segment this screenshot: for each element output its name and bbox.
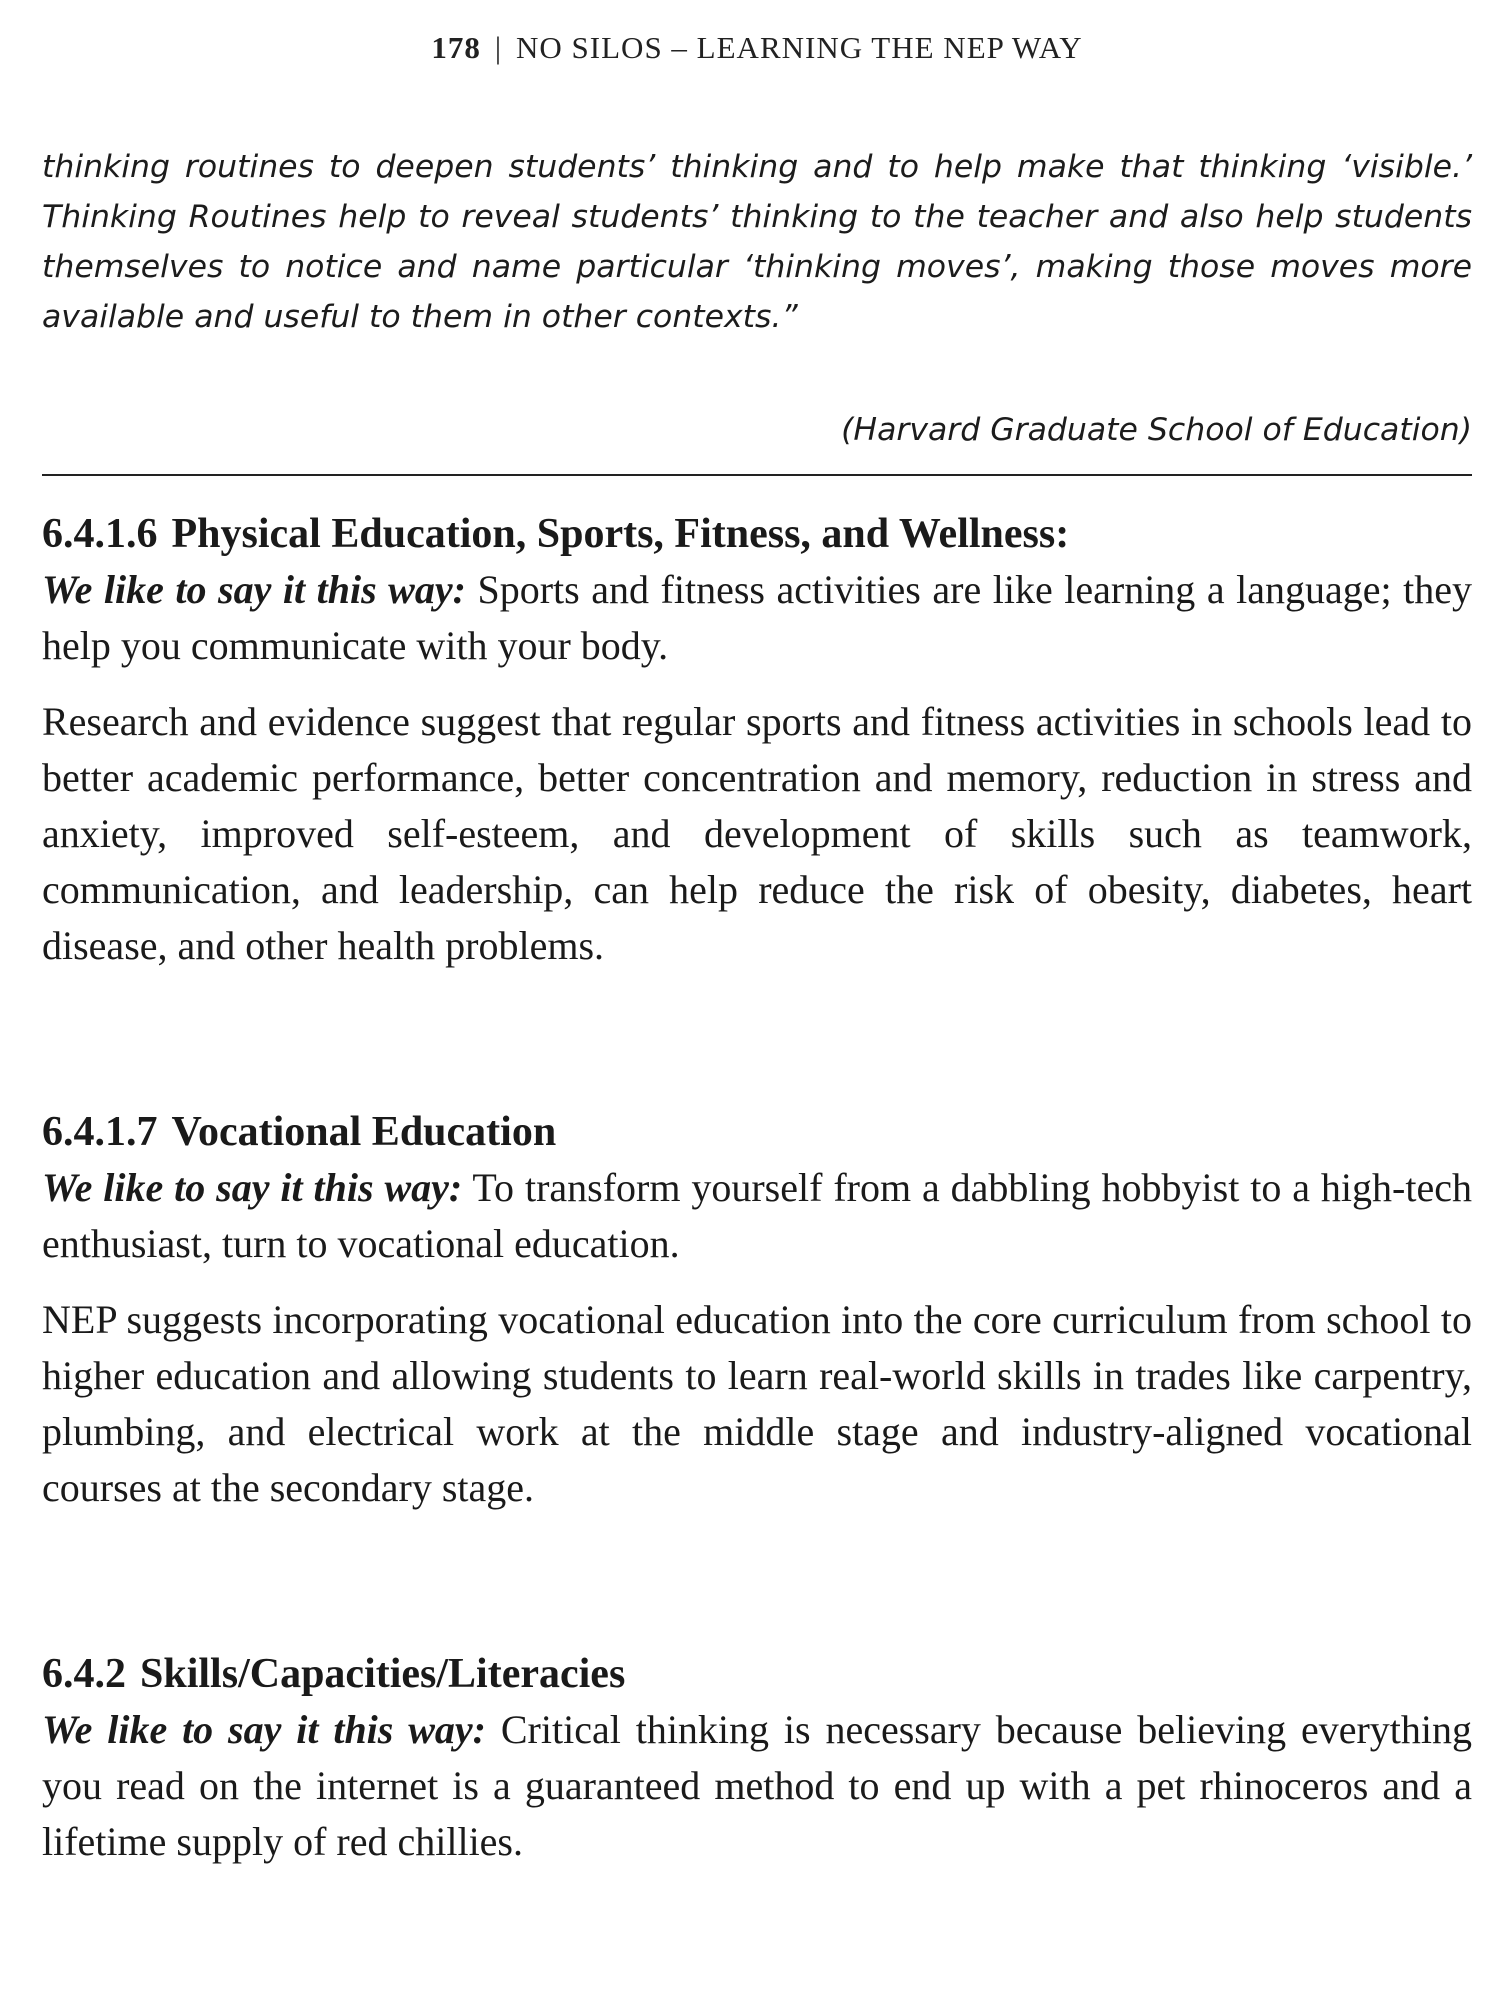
section-number: 6.4.2 <box>42 1651 126 1697</box>
lead-text: Critical thinking is necessary because believing everything you read on the internet is a guaranteed method to end up with a pet rhinoceros and a lifetime supply of red chillies. <box>42 1707 1473 1864</box>
section-title: Physical Education, Sports, Fitness, and Wellness: <box>171 511 1070 557</box>
lead-text: Sports and fitness activities are like learning a language; they help you communicate with your body. <box>42 567 1472 668</box>
lead-phrase: We like to say it this way: <box>42 1707 486 1752</box>
body-paragraph: Research and evidence suggest that regular sports and fitness activities in schools lead to better academic performance, better concentration and memory, reduction in stress and anxiety, improved self-esteem, and development of skills such as teamwork, communication, and leadership, can help reduce the risk of obesity, diabetes, heart disease, and other health problems. <box>42 699 1472 968</box>
quote-attribution: (Harvard Graduate School of Education) <box>841 412 1472 448</box>
body-paragraph: NEP suggests incorporating vocational education into the core curriculum from school to higher education and allowing students to learn real-world skills in trades like carpentry, plumbing, and electrical work at the middle stage and industry-aligned vocational courses at the secondary stage. <box>42 1297 1472 1510</box>
header-separator: | <box>494 30 503 65</box>
book-page <box>42 0 1472 2000</box>
section-heading <box>42 1104 1472 1160</box>
section-title: Vocational Education <box>171 1109 557 1155</box>
lead-paragraph <box>42 1160 1472 1272</box>
lead-phrase: We like to say it this way: <box>42 567 466 612</box>
book-title: NO SILOS – LEARNING THE NEP WAY <box>516 30 1083 65</box>
lead-phrase: We like to say it this way: <box>42 1165 463 1210</box>
lead-text: To transform yourself from a dabbling hobbyist to a high-tech enthusiast, turn to vocational education. <box>42 1165 1472 1266</box>
running-header <box>42 30 1472 66</box>
section-vocational-education <box>42 1104 1472 1516</box>
section-number: 6.4.1.6 <box>42 511 158 557</box>
section-number: 6.4.1.7 <box>42 1109 158 1155</box>
section-title: Skills/Capacities/Literacies <box>140 1651 626 1697</box>
section-heading <box>42 1646 1472 1702</box>
section-skills-capacities <box>42 1646 1472 1870</box>
lead-paragraph <box>42 562 1472 674</box>
section-heading <box>42 506 1472 562</box>
page-number: 178 <box>431 30 481 65</box>
section-physical-education <box>42 506 1472 974</box>
divider-rule <box>42 474 1472 476</box>
lead-paragraph <box>42 1702 1472 1870</box>
quote-text: thinking routines to deepen students’ thinking and to help make that thinking ‘visible.’ Thinking Routines help to reveal students’ thinking to the teacher and also help students themselves to notice and name particular ‘thinking moves’, making those moves more available and useful to them in other contexts.” <box>42 149 1472 335</box>
